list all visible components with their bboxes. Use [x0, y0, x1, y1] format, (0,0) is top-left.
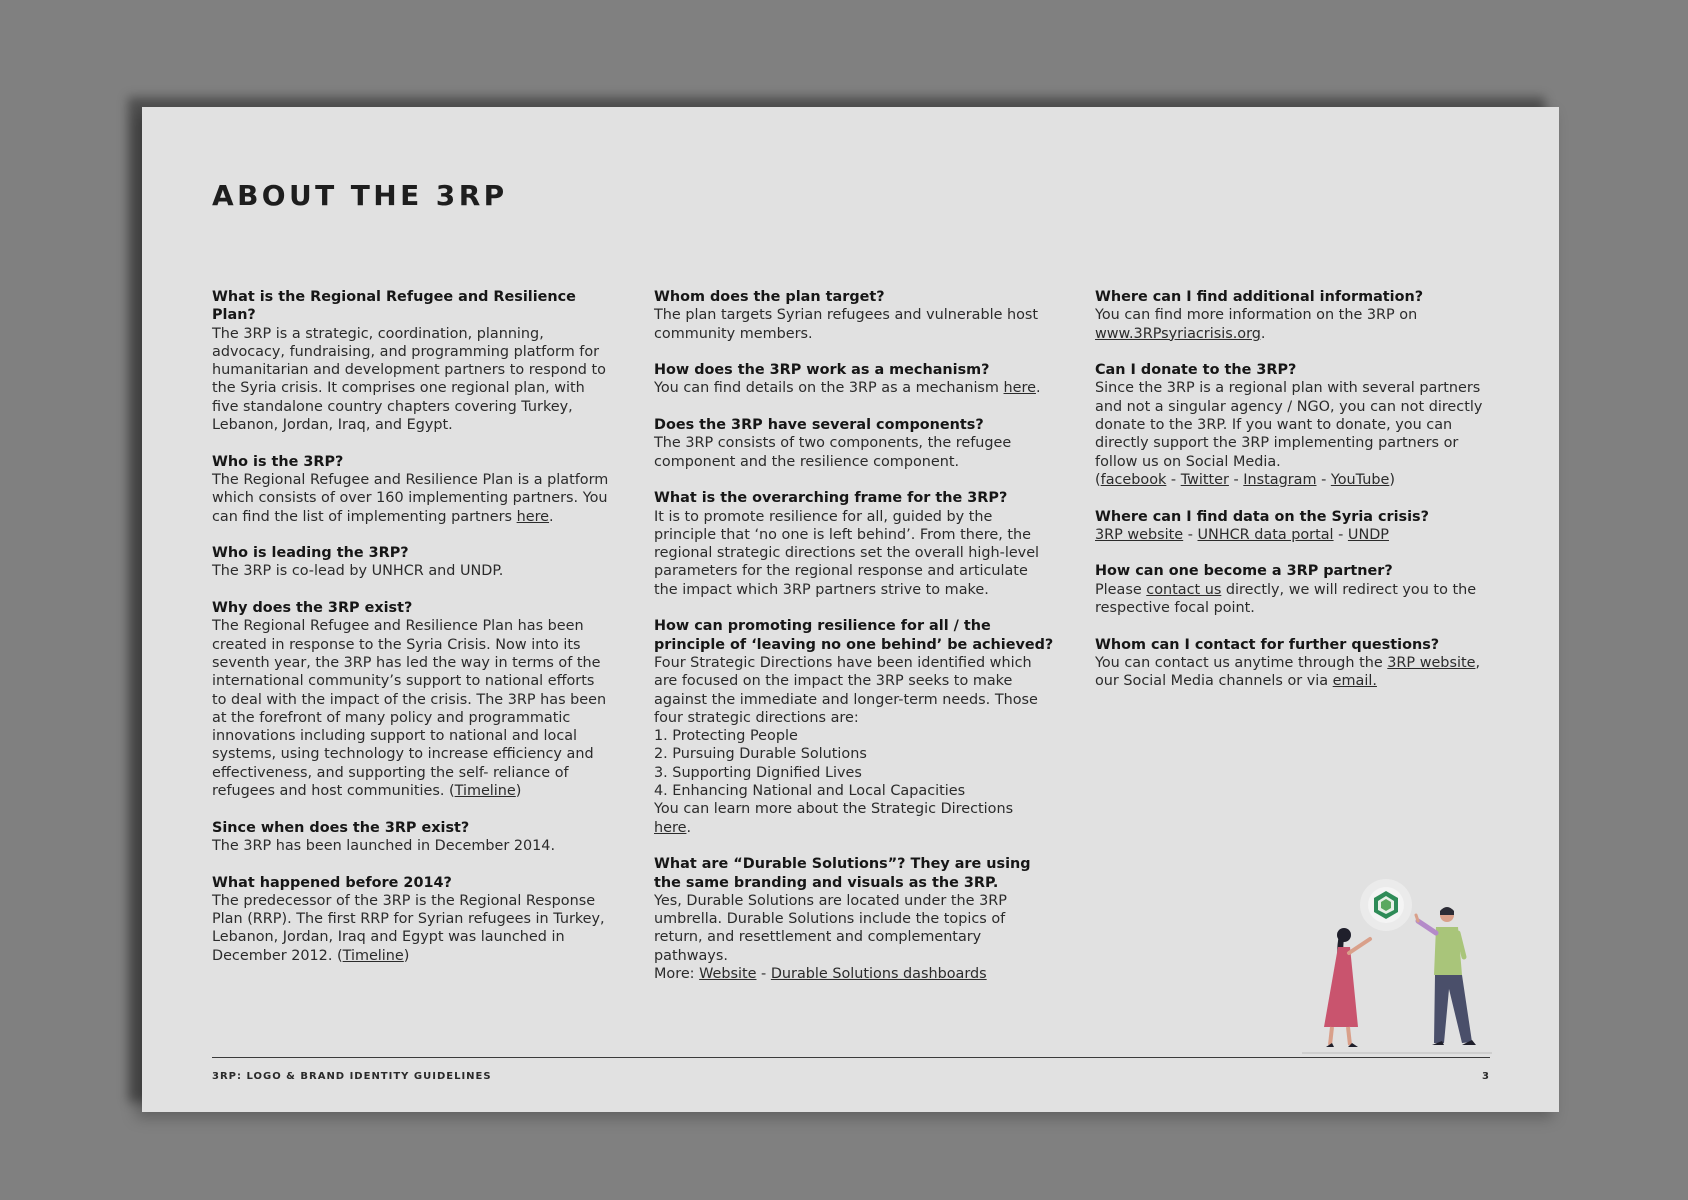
faq-link[interactable]: email. [1332, 673, 1377, 690]
faq-column-2 [654, 288, 1054, 1002]
faq-question: Who is leading the 3RP? [212, 545, 409, 562]
faq-item [1095, 508, 1495, 545]
faq-question: Does the 3RP have several components? [654, 417, 984, 434]
faq-answer-text: The plan targets Syrian refugees and vulnerable host community members. [654, 307, 1039, 342]
faq-answer-text: The Regional Refugee and Resilience Plan is a platform which consists of over 160 implementing partners. You can find the list of implementing partners [212, 471, 609, 525]
faq-answer-text: ( [1095, 471, 1101, 488]
page-number: 3 [1482, 1071, 1489, 1082]
faq-answer-text: - [1183, 526, 1198, 543]
faq-answer-text: - [1166, 471, 1181, 488]
faq-answer-text: Yes, Durable Solutions are located under the 3RP umbrella. Durable Solutions include the topics of return, and resettlement and complementary pathways. [654, 892, 1007, 964]
faq-item [654, 416, 1054, 471]
faq-item [212, 874, 612, 965]
faq-question: Whom can I contact for further questions? [1095, 636, 1440, 653]
document-page [142, 107, 1559, 1112]
faq-answer [212, 325, 612, 435]
faq-item [654, 617, 1054, 837]
faq-question: What happened before 2014? [212, 874, 452, 891]
faq-item [212, 288, 612, 434]
faq-question: Since when does the 3RP exist? [212, 819, 470, 836]
faq-link[interactable]: here [1003, 380, 1036, 397]
faq-answer-text: 4. Enhancing National and Local Capacities [654, 783, 966, 800]
faq-question: What is the overarching frame for the 3RP? [654, 490, 1008, 507]
faq-answer [654, 508, 1054, 599]
footer-divider [212, 1057, 1490, 1058]
faq-answer [654, 434, 1054, 471]
faq-item [654, 855, 1054, 983]
faq-answer-text: . [549, 508, 554, 525]
faq-answer [212, 892, 612, 965]
faq-question: Whom does the plan target? [654, 289, 885, 305]
man-figure [1416, 907, 1476, 1045]
faq-question: What are “Durable Solutions”? They are using the same branding and visuals as the 3RP. [654, 856, 1031, 891]
faq-link[interactable]: Twitter [1180, 471, 1229, 488]
faq-answer-text: Please [1095, 581, 1147, 598]
faq-answer-text: . [1035, 380, 1041, 397]
faq-link[interactable]: here [654, 819, 687, 836]
faq-answer-text: , our Social Media channels or via [1095, 654, 1481, 690]
faq-answer-text: The 3RP has been launched in December 2014. [212, 837, 556, 854]
faq-item [1095, 636, 1495, 691]
faq-question: How can promoting resilience for all / the principle of ‘leaving no one behind’ be achieved? [654, 618, 1054, 653]
faq-answer-text: Since the 3RP is a regional plan with several partners and not a singular agency / NGO, you can not directly donate to the 3RP. If you want to donate, you can directly support the 3RP implementing partners or follow us on Social Media. [1095, 380, 1483, 470]
faq-answer-text: The 3RP consists of two components, the refugee component and the resilience component. [654, 435, 1012, 470]
faq-answer [1095, 581, 1495, 618]
faq-answer-text: The 3RP is a strategic, coordination, planning, advocacy, fundraising, and programming platform for humanitarian and development partners to respond to the Syria crisis. It comprises one regional plan, with five standalone country chapters covering Turkey, Lebanon, Jordan, Iraq, and Egypt. [212, 325, 606, 434]
faq-answer-text: . [1260, 325, 1266, 342]
faq-answer-text: You can contact us anytime through the [1095, 654, 1388, 671]
faq-answer [1095, 526, 1495, 544]
faq-link[interactable]: UNHCR data portal [1197, 526, 1334, 543]
faq-item [654, 489, 1054, 599]
faq-question: How can one become a 3RP partner? [1095, 563, 1393, 580]
faq-answer [654, 306, 1054, 343]
faq-item [654, 361, 1054, 398]
faq-item [212, 819, 612, 856]
faq-question: Can I donate to the 3RP? [1095, 362, 1297, 379]
faq-column-3 [1095, 288, 1495, 709]
faq-item [654, 288, 1054, 343]
faq-answer-text: You can learn more about the Strategic Directions [654, 801, 1014, 818]
faq-link[interactable]: Durable Solutions dashboards [770, 965, 987, 982]
faq-question: How does the 3RP work as a mechanism? [654, 362, 990, 379]
faq-item [212, 599, 612, 800]
faq-answer [212, 471, 612, 526]
faq-answer-text: More: [654, 965, 700, 982]
faq-item [1095, 288, 1495, 343]
page-title: ABOUT THE 3RP [212, 179, 508, 212]
faq-answer [654, 892, 1054, 983]
faq-answer [212, 617, 612, 800]
faq-answer [1095, 379, 1495, 489]
faq-answer-text: Four Strategic Directions have been identified which are focused on the impact the 3RP seeks to make against the immediate and longer-term needs. Those four strategic directions are: [654, 654, 1038, 726]
faq-item [212, 544, 612, 581]
faq-answer [212, 837, 612, 855]
woman-figure [1324, 928, 1370, 1047]
faq-item [1095, 562, 1495, 617]
faq-link[interactable]: contact us [1146, 581, 1222, 598]
faq-answer [654, 379, 1054, 397]
faq-answer-text: 2. Pursuing Durable Solutions [654, 746, 867, 763]
faq-answer-text: The predecessor of the 3RP is the Regional Response Plan (RRP). The first RRP for Syrian refugees in Turkey, Lebanon, Jordan, Iraq and Egypt was launched in December 2012. ( [212, 892, 605, 964]
faq-answer-text: You can find details on the 3RP as a mechanism [654, 380, 1004, 397]
faq-question: Where can I find additional information? [1095, 289, 1424, 305]
faq-link[interactable]: Website [699, 965, 757, 982]
faq-answer-text: - [1316, 471, 1331, 488]
faq-link[interactable]: UNDP [1347, 526, 1389, 543]
faq-answer [1095, 306, 1495, 343]
footer-document-title: 3RP: LOGO & BRAND IDENTITY GUIDELINES [212, 1071, 492, 1082]
faq-question: Who is the 3RP? [212, 453, 344, 470]
faq-answer [654, 654, 1054, 837]
faq-link[interactable]: 3RP website [1095, 526, 1184, 543]
faq-question: Where can I find data on the Syria crisis? [1095, 508, 1429, 525]
faq-answer-text: The Regional Refugee and Resilience Plan has been created in response to the Syria Crisis. Now into its seventh year, the 3RP has led the way in terms of the international community’s support to national efforts to deal with the impact of the crisis. The 3RP has been at the forefront of many policy and programmatic innovations including support to national and local systems, using technology to increase efficiency and effectiveness, and supporting the self- reliance of refugees and host communities. ( [212, 618, 607, 800]
faq-answer-text: 3. Supporting Dignified Lives [654, 764, 862, 781]
faq-link[interactable]: YouTube [1330, 471, 1390, 488]
faq-answer [212, 562, 612, 580]
faq-question: What is the Regional Refugee and Resilience Plan? [212, 289, 576, 324]
faq-answer-text: It is to promote resilience for all, guided by the principle that ‘no one is left behind’. From there, the regional strategic directions set the overall high-level parameters for the regional response and articulate the impact which 3RP partners strive to make. [654, 508, 1040, 598]
faq-question: Why does the 3RP exist? [212, 600, 413, 617]
faq-answer-text: ) [403, 947, 410, 964]
faq-answer-text: - [1333, 526, 1348, 543]
faq-answer-text: ) [1389, 471, 1395, 488]
people-talking-illustration [1302, 877, 1492, 1057]
faq-answer-text: You can find more information on the 3RP on [1095, 307, 1418, 324]
faq-link[interactable]: Timeline [454, 783, 516, 800]
faq-link[interactable]: Instagram [1243, 471, 1317, 488]
faq-answer-text: - [1228, 471, 1244, 488]
faq-answer [1095, 654, 1495, 691]
faq-item [1095, 361, 1495, 489]
faq-answer-text: ) [515, 783, 522, 800]
faq-item [212, 453, 612, 526]
faq-answer-text: The 3RP is co-lead by UNHCR and UNDP. [212, 563, 504, 580]
faq-answer-text: . [686, 819, 692, 836]
faq-link[interactable]: facebook [1100, 471, 1167, 488]
faq-link[interactable]: www.3RPsyriacrisis.org [1095, 325, 1261, 342]
faq-link[interactable]: 3RP website [1387, 654, 1476, 671]
faq-column-1 [212, 288, 612, 983]
faq-link[interactable]: here [516, 508, 550, 525]
faq-answer-text: 1. Protecting People [654, 728, 798, 745]
faq-answer-text: directly, we will redirect you to the respective focal point. [1095, 581, 1477, 617]
faq-answer-text: - [756, 965, 771, 982]
faq-link[interactable]: Timeline [342, 947, 404, 964]
